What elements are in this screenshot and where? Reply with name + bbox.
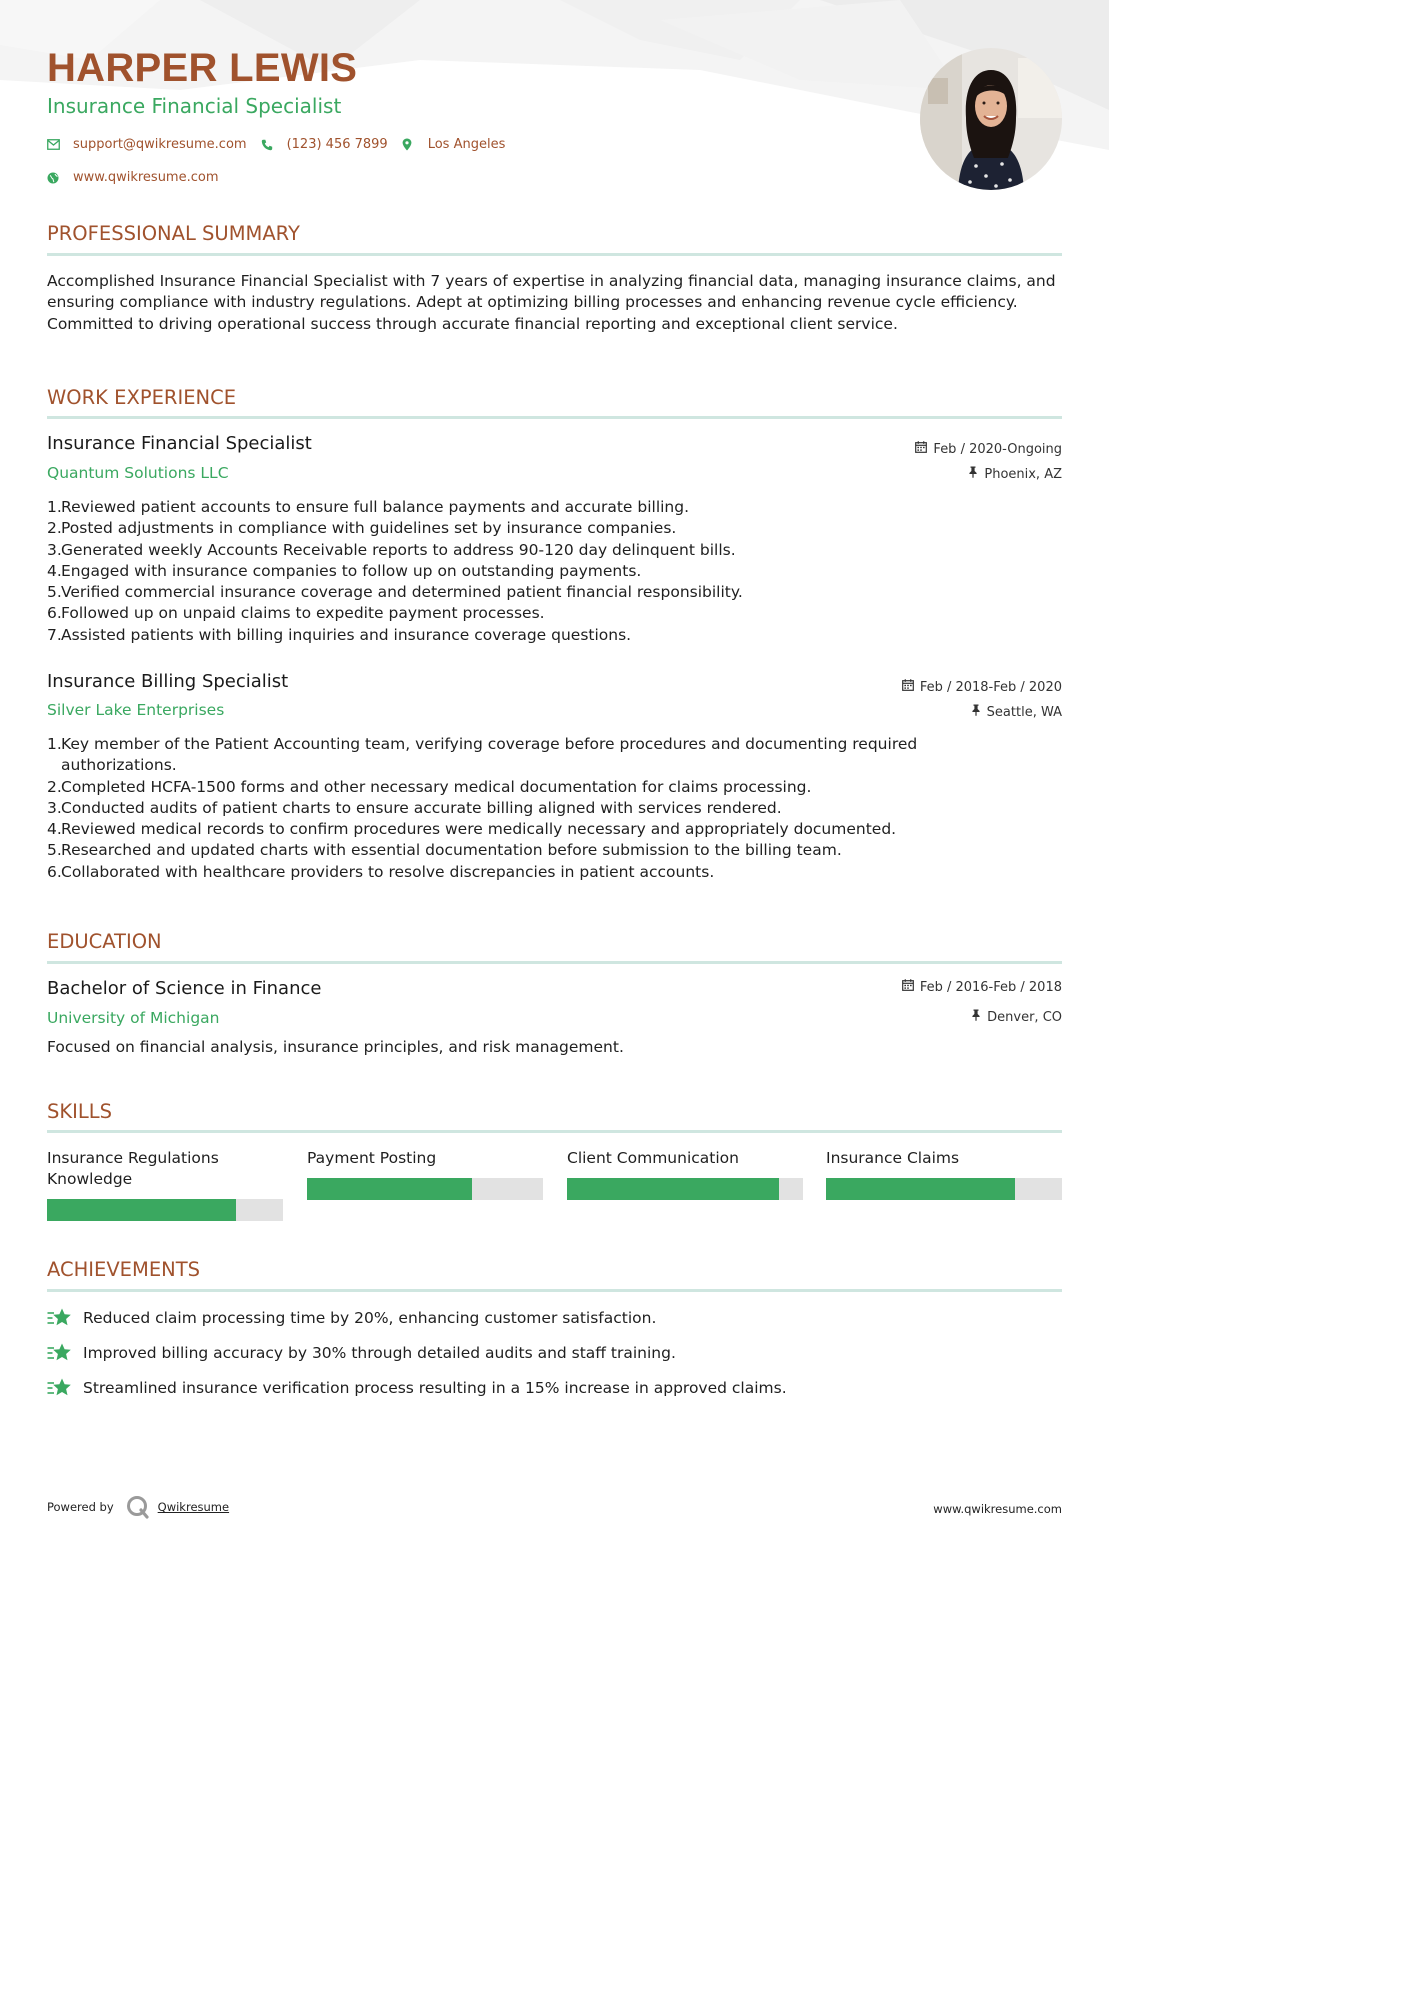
- job-dates-text: Feb / 2018-Feb / 2020: [919, 679, 1062, 695]
- section-title-experience: WORK EXPERIENCE: [47, 386, 237, 409]
- job-location-text: Phoenix, AZ: [984, 466, 1062, 482]
- section-divider: [47, 416, 1062, 419]
- list-item: 5. Researched and updated charts with essential documentation before submission to the billing team.: [47, 841, 842, 860]
- job-title: Insurance Billing Specialist: [47, 671, 289, 692]
- skill-level-bar: [826, 1178, 1062, 1200]
- list-item: 6. Collaborated with healthcare providers to resolve discrepancies in patient accounts.: [47, 862, 715, 881]
- phone-number[interactable]: (123) 456 7899: [286, 137, 388, 152]
- skill-level-fill: [826, 1178, 1015, 1200]
- company-name: Quantum Solutions LLC: [47, 464, 229, 482]
- skill-name: Insurance Regulations Knowledge: [47, 1149, 219, 1188]
- education-location-text: Denver, CO: [987, 1009, 1062, 1025]
- contact-row: [47, 137, 519, 152]
- education-dates-text: Feb / 2016-Feb / 2018: [919, 979, 1062, 995]
- website-link[interactable]: www.qwikresume.com: [73, 170, 219, 185]
- email-link[interactable]: support@qwikresume.com: [73, 137, 247, 152]
- section-divider: [47, 1130, 1062, 1133]
- star-icon: [47, 1377, 83, 1399]
- skill-name: Payment Posting: [307, 1149, 437, 1167]
- list-item: 4. Engaged with insurance companies to follow up on outstanding payments.: [47, 561, 642, 580]
- phone-icon: [261, 139, 287, 151]
- section-title-summary: PROFESSIONAL SUMMARY: [47, 222, 300, 245]
- achievement-item: [47, 1307, 656, 1329]
- qwikresume-logo-icon: [126, 1495, 150, 1519]
- skill-item: [567, 1148, 803, 1169]
- candidate-name: HARPER LEWIS: [47, 46, 358, 90]
- job-title: Insurance Financial Specialist: [47, 433, 312, 454]
- summary-text: Accomplished Insurance Financial Specialist with 7 years of expertise in analyzing financial data, managing insurance claims, and ensuring compliance with industry regulations. Adept at optimizing billing processes and enhancing revenue cycle efficiency. Committed to driving operational success through accurate financial reporting and exceptional client service.: [47, 272, 1056, 333]
- job-location: [971, 704, 1062, 720]
- skill-name: Insurance Claims: [826, 1149, 960, 1167]
- job-location-text: Seattle, WA: [986, 704, 1062, 720]
- list-item: 3. Generated weekly Accounts Receivable reports to address 90-120 day delinquent bills.: [47, 540, 736, 559]
- calendar-icon: [915, 441, 927, 457]
- skill-level-fill: [307, 1178, 472, 1200]
- achievement-item: [47, 1342, 676, 1364]
- globe-icon: [47, 172, 73, 184]
- section-divider: [47, 253, 1062, 256]
- location-text: Los Angeles: [427, 137, 506, 152]
- job-location: [968, 466, 1062, 482]
- section-title-achievements: ACHIEVEMENTS: [47, 1258, 201, 1281]
- achievement-text: Streamlined insurance verification process resulting in a 15% increase in approved claims.: [83, 1379, 787, 1397]
- section-title-skills: SKILLS: [47, 1100, 113, 1123]
- skill-item: [307, 1148, 543, 1169]
- pushpin-icon: [968, 466, 978, 482]
- list-item: 3. Conducted audits of patient charts to ensure accurate billing aligned with services rendered.: [47, 798, 782, 817]
- profile-photo: [920, 48, 1062, 190]
- pushpin-icon: [971, 1009, 981, 1025]
- skill-level-fill: [47, 1199, 236, 1221]
- calendar-icon: [902, 979, 914, 995]
- degree-title: Bachelor of Science in Finance: [47, 978, 322, 999]
- skill-item: [47, 1148, 283, 1190]
- section-divider: [47, 961, 1062, 964]
- job-dates: [902, 679, 1062, 695]
- achievement-item: [47, 1377, 787, 1399]
- skill-level-bar: [47, 1199, 283, 1221]
- company-name: Silver Lake Enterprises: [47, 701, 225, 719]
- list-item: 7. Assisted patients with billing inquiries and insurance coverage questions.: [47, 625, 632, 644]
- skill-level-bar: [567, 1178, 803, 1200]
- calendar-icon: [902, 679, 914, 695]
- education-dates: [902, 979, 1062, 995]
- list-item: 1. Reviewed patient accounts to ensure full balance payments and accurate billing.: [47, 498, 690, 516]
- pushpin-icon: [971, 704, 981, 720]
- school-name: University of Michigan: [47, 1009, 220, 1027]
- achievement-text: Improved billing accuracy by 30% through detailed audits and staff training.: [83, 1344, 676, 1362]
- section-title-education: EDUCATION: [47, 930, 162, 953]
- list-item: 2. Posted adjustments in compliance with guidelines set by insurance companies.: [47, 519, 677, 538]
- footer-website[interactable]: www.qwikresume.com: [933, 1502, 1062, 1516]
- candidate-role: Insurance Financial Specialist: [47, 94, 342, 118]
- job-bullets: [47, 734, 992, 883]
- list-item: 4. Reviewed medical records to confirm procedures were medically necessary and appropriately documented.: [47, 820, 897, 839]
- job-dates-text: Feb / 2020-Ongoing: [933, 441, 1062, 457]
- list-item: 1. Key member of the Patient Accounting team, verifying coverage before procedures and documenting required authorizations.: [47, 735, 918, 775]
- list-item: 6. Followed up on unpaid claims to expedite payment processes.: [47, 604, 545, 623]
- section-divider: [47, 1289, 1062, 1292]
- skill-name: Client Communication: [567, 1149, 739, 1167]
- star-icon: [47, 1307, 83, 1329]
- qwikresume-brand-link[interactable]: Qwikresume: [157, 1500, 230, 1514]
- powered-by-label: Powered by: [47, 1500, 114, 1514]
- education-location: [971, 1009, 1062, 1025]
- skill-item: [826, 1148, 1062, 1169]
- achievement-text: Reduced claim processing time by 20%, enhancing customer satisfaction.: [83, 1309, 657, 1327]
- skill-level-fill: [567, 1178, 779, 1200]
- job-dates: [915, 441, 1062, 457]
- star-icon: [47, 1342, 83, 1364]
- envelope-icon: [47, 139, 73, 150]
- map-pin-icon: [402, 138, 428, 151]
- list-item: 5. Verified commercial insurance coverage and determined patient financial responsibility.: [47, 583, 743, 602]
- job-bullets: [47, 497, 1007, 646]
- education-description: Focused on financial analysis, insurance principles, and risk management.: [47, 1038, 624, 1056]
- footer-powered-by: [47, 1495, 229, 1519]
- list-item: 2. Completed HCFA-1500 forms and other necessary medical documentation for claims processing.: [47, 777, 812, 796]
- skill-level-bar: [307, 1178, 543, 1200]
- website-row: [47, 170, 233, 185]
